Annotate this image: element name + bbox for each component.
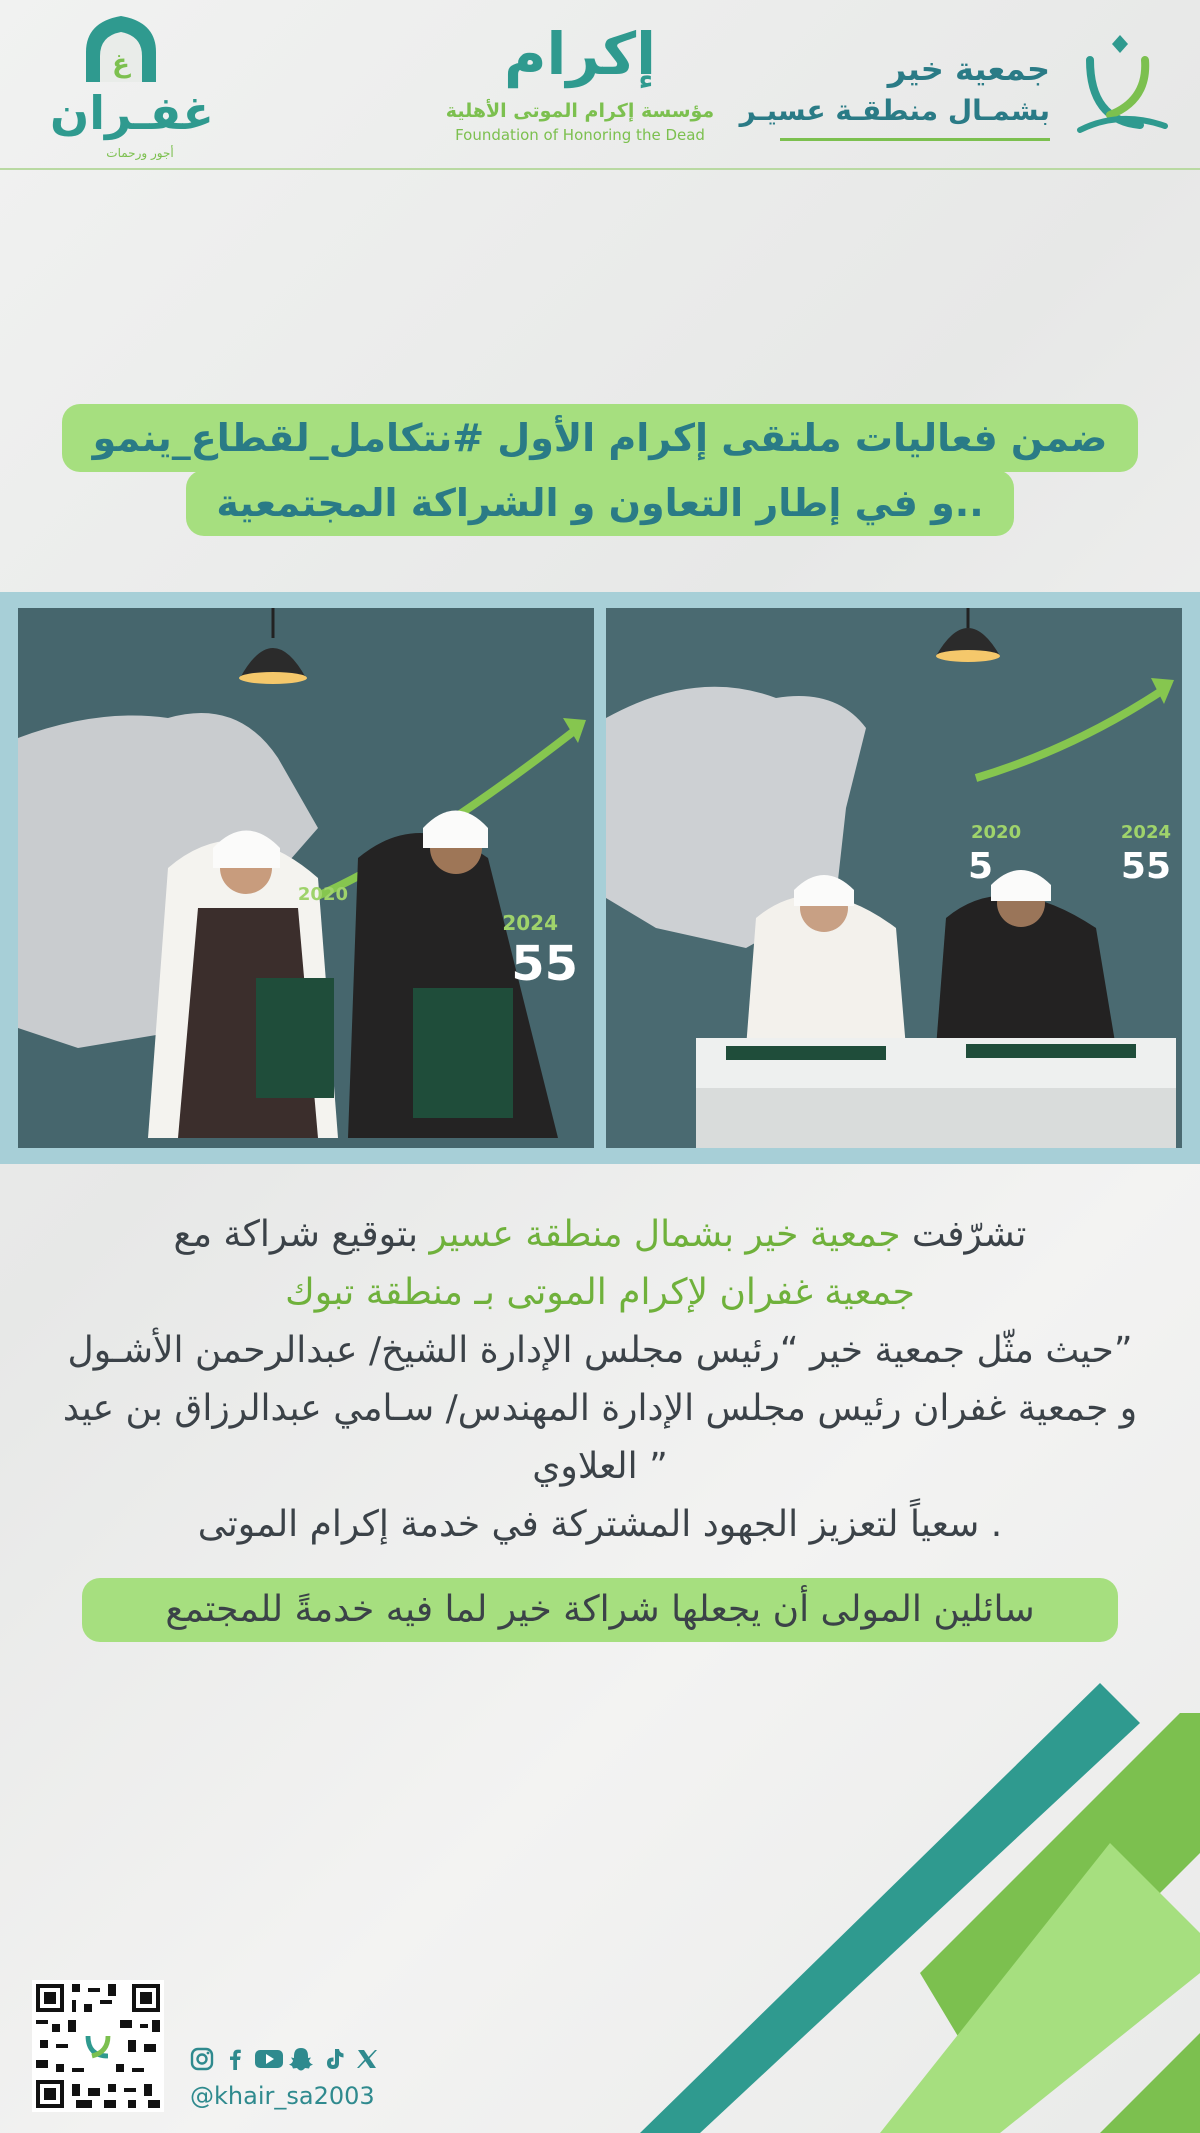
facebook-icon[interactable] bbox=[221, 2046, 249, 2074]
body-p1-tail: بتوقيع شراكة مع bbox=[173, 1214, 430, 1255]
body-p1-org-name: جمعية خير بشمال منطقة عسير bbox=[429, 1214, 901, 1255]
khair-logo-underline bbox=[780, 138, 1050, 141]
khair-logo bbox=[739, 30, 1170, 150]
headline-line2: و في إطار التعاون و الشراكة المجتمعية.. bbox=[186, 470, 1014, 536]
photo-left-standing bbox=[18, 608, 594, 1148]
photo-left-year-end: 2024 bbox=[502, 911, 558, 935]
ghufran-logo bbox=[50, 14, 214, 160]
photo-right-year-start: 2020 bbox=[971, 822, 1022, 843]
instagram-icon[interactable] bbox=[188, 2046, 216, 2074]
body-paragraph-5: العلاوي ” bbox=[532, 1446, 668, 1487]
social-icons-row bbox=[188, 2046, 381, 2076]
ghufran-dome-icon bbox=[76, 14, 166, 84]
closing-highlight: سائلين المولى أن يجعلها شراكة خير لما فيه خدمةً للمجتمع bbox=[82, 1578, 1118, 1642]
qr-code[interactable] bbox=[32, 1980, 164, 2112]
photo-left-year-start: 2020 bbox=[297, 884, 348, 905]
svg-text:غ: غ bbox=[112, 49, 130, 79]
photo-right-count-end: 55 bbox=[1120, 846, 1171, 887]
khair-logo-line2: بشمـال منطقـة عسيـر bbox=[739, 94, 1050, 127]
ghufran-logo-name: غفـران bbox=[50, 86, 214, 140]
decorative-stripes bbox=[580, 1673, 1200, 2133]
header-divider bbox=[0, 168, 1200, 170]
photo-left-count-end: 55 bbox=[511, 936, 578, 992]
body-paragraph-4: و جمعية غفران رئيس مجلس الإدارة المهندس/ سـامي عبدالرزاق بن عيد bbox=[62, 1388, 1138, 1429]
youtube-icon[interactable] bbox=[254, 2046, 282, 2074]
tiktok-icon[interactable] bbox=[320, 2046, 348, 2074]
social-handle[interactable]: @khair_sa2003 bbox=[190, 2082, 375, 2110]
photos-frame bbox=[0, 592, 1200, 1164]
ghufran-logo-tagline: أجور ورحمات bbox=[106, 146, 174, 160]
body-paragraph-2: جمعية غفران لإكرام الموتى بـ منطقة تبوك bbox=[285, 1272, 915, 1313]
khair-emblem-icon bbox=[1070, 30, 1170, 140]
ikram-logo bbox=[440, 20, 720, 150]
body-paragraph-1 bbox=[0, 1214, 1200, 1255]
ikram-logo-mark: إكرام bbox=[503, 20, 657, 88]
x-icon[interactable] bbox=[353, 2046, 381, 2074]
ikram-logo-name-en: Foundation of Honoring the Dead bbox=[455, 126, 705, 144]
photo-right-year-end: 2024 bbox=[1120, 822, 1171, 843]
photo-right-count-start: 5 bbox=[968, 846, 994, 887]
khair-logo-line1: جمعية خير bbox=[887, 50, 1050, 88]
photo-right-signing bbox=[606, 608, 1182, 1148]
body-p1-lead: تشرّفت bbox=[900, 1214, 1027, 1255]
snapchat-icon[interactable] bbox=[287, 2046, 315, 2074]
body-paragraph-6: سعياً لتعزيز الجهود المشتركة في خدمة إكرام الموتى . bbox=[197, 1504, 1003, 1545]
headline-line1: ضمن فعاليات ملتقى إكرام الأول #نتكامل_لقطاع_ينمو bbox=[62, 404, 1138, 472]
ikram-logo-name-ar: مؤسسة إكرام الموتى الأهلية bbox=[445, 100, 715, 122]
body-paragraph-3: حيث مثّل جمعية خير “رئيس مجلس الإدارة الشيخ/ عبدالرحمن الأشـول” bbox=[67, 1330, 1133, 1371]
